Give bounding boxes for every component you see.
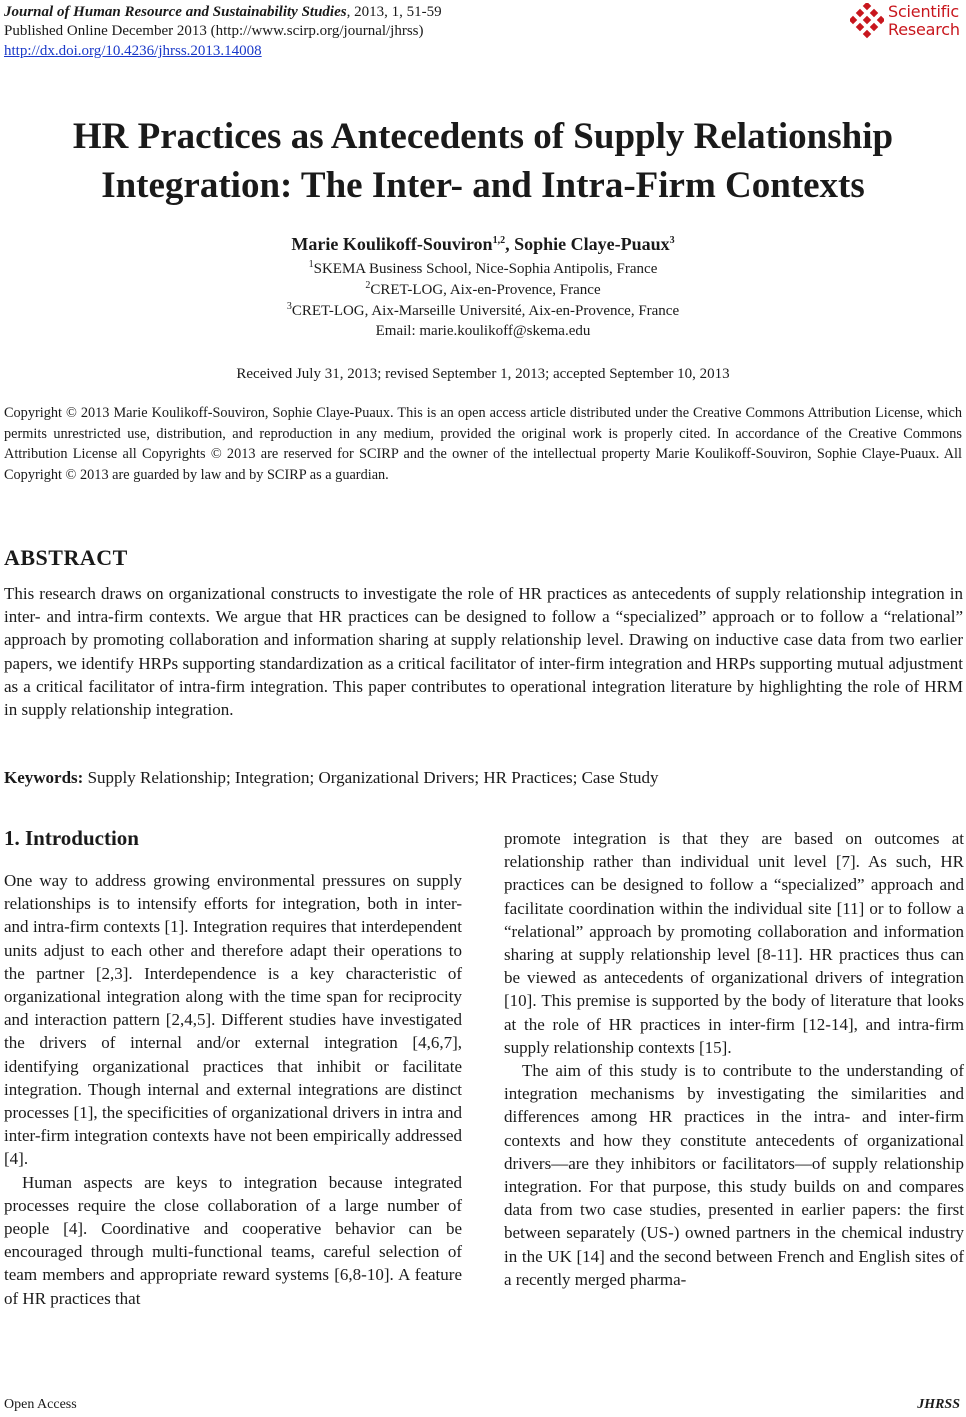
publisher-logo-mark-icon	[850, 3, 884, 39]
footer-open-access: Open Access	[4, 1397, 77, 1412]
abstract-text: This research draws on organizational constructs to investigate the role of HR practices as antecedents of supply relationship integration in inter- and intra-firm contexts. We argue that HR practices can be designed to follow a “specialized” approach or to follow a “relational” approach by promoting collaboration and information sharing at supply relationship level. Drawing on inductive case data from two earlier papers, we identify HRPs supporting standardization as a critical facilitator of inter-firm integration and HRPs supporting mutual adjustment as a critical facilitator of intra-firm integration. This paper contributes to operational integration literature by highlighting the role of HRM in supply relationship integration.	[4, 584, 963, 720]
affiliation-3-number: 3	[286, 301, 292, 312]
journal-title: Journal of Human Resource and Sustainability Studies	[4, 4, 347, 20]
keywords-list: Supply Relationship; Integration; Organizational Drivers; HR Practices; Case Study	[83, 768, 659, 787]
affiliation-2-text: CRET-LOG, Aix-en-Provence, France	[370, 282, 601, 298]
title-line-2: Integration: The Inter- and Intra-Firm Contexts	[101, 165, 865, 206]
intro-paragraph-1: One way to address growing environmental pressures on supply relationships is to intensify efforts for integration, both in inter- and intra-firm contexts [1]. Integration requires that interdependent units adjust to each other and therefore adapt their operations to the partner [2,3]. Interdependence is a key characteristic of organizational integration along with the time span for reciprocity and interaction pattern [2,4,5]. Different studies have investigated the drivers of internal and/or external integration [4,6,7], identifying organizational practices that inhibit or facilitate integration. Though internal and external integrations are distinct processes [1], the specificities of organizational drivers in intra and inter-firm integration contexts have not been empirically addressed [4].	[4, 871, 462, 1169]
paper-title	[20, 112, 946, 210]
affiliation-1-number: 1	[308, 259, 314, 270]
author-2: , Sophie Claye-Puaux	[505, 234, 670, 254]
author-1: Marie Koulikoff-Souviron	[291, 234, 493, 254]
journal-citation	[4, 3, 442, 22]
left-column	[4, 869, 462, 1310]
logo-text-research: Research	[888, 20, 960, 39]
affiliation-3	[0, 302, 966, 321]
publisher-logo	[850, 0, 966, 42]
intro-paragraph-3: promote integration is that they are based on outcomes at relationship rather than individual unit level [7]. As such, HR practices can be designed to follow a “specialized” approach and facilitate coordination within the individual site [11] or to follow a “relational” approach by promoting collaboration and information sharing at supply relationship level [8-11]. HR practices thus can be viewed as antecedents of organizational drivers of integration [10]. This premise is supported by the body of literature that looks at the role of HR practices in inter-firm [12-14], and intra-firm supply relationship contexts [15].	[504, 829, 964, 1057]
intro-paragraph-4: The aim of this study is to contribute to the understanding of integration mechanisms by investigating the similarities and differences among HR practices in the intra- and inter-firm contexts and how they constitute antecedents of organizational drivers—are they inhibitors or facilitators—of supply relationship integration. For that purpose, this study builds on and compares data from two case studies, presented in earlier papers: the first between separately (US-) owned partners in the chemical industry in the UK [14] and the second between French and English sites of a recently merged pharma-	[504, 1061, 964, 1289]
copyright-notice: Copyright © 2013 Marie Koulikoff-Souviron, Sophie Claye-Puaux. This is an open access article distributed under the Creative Commons Attribution License, which permits unrestricted use, distribution, and reproduction in any medium, provided the original work is properly cited. In accordance of the Creative Commons Attribution License all Copyrights © 2013 are reserved for SCIRP and the owner of the intellectual property Marie Koulikoff-Souviron, Sophie Claye-Puaux. All Copyright © 2013 are guarded by law and by SCIRP as a guardian.	[4, 405, 962, 483]
author-2-affiliation: 3	[669, 235, 675, 246]
author-list	[0, 232, 966, 256]
affiliation-3-text: CRET-LOG, Aix-Marseille Université, Aix-en-Provence, France	[291, 303, 680, 319]
journal-volume: , 2013, 1, 51-59	[346, 4, 442, 20]
published-line: Published Online December 2013 (http://www.scirp.org/journal/jhrss)	[4, 23, 424, 39]
affiliation-2	[0, 281, 966, 300]
intro-paragraph-2: Human aspects are keys to integration because integrated processes require the close collaboration of a large number of people [4]. Coordinative and cooperative behavior can be encouraged through multi-functional teams, careful selection of team members and appropriate reward systems [6,8-10]. A feature of HR practices that	[4, 1172, 462, 1308]
received-dates: Received July 31, 2013; revised September 1, 2013; accepted September 10, 2013	[236, 366, 730, 382]
footer-journal-abbrev: JHRSS	[917, 1397, 960, 1412]
affiliation-2-number: 2	[365, 280, 371, 291]
affiliation-1	[0, 260, 966, 279]
keywords	[4, 767, 659, 789]
right-column	[504, 827, 964, 1291]
author-1-affiliation: 1,2	[492, 235, 506, 246]
author-email: Email: marie.koulikoff@skema.edu	[375, 323, 591, 339]
doi-link[interactable]: http://dx.doi.org/10.4236/jhrss.2013.14008	[4, 43, 262, 59]
logo-text-scientific: Scientific	[888, 2, 959, 21]
affiliation-1-text: SKEMA Business School, Nice-Sophia Antipolis, France	[313, 261, 658, 277]
abstract-heading: ABSTRACT	[4, 545, 128, 570]
keywords-label: Keywords:	[4, 768, 84, 787]
title-line-1: HR Practices as Antecedents of Supply Relationship	[72, 116, 894, 157]
section-heading-introduction: 1. Introduction	[4, 826, 139, 850]
